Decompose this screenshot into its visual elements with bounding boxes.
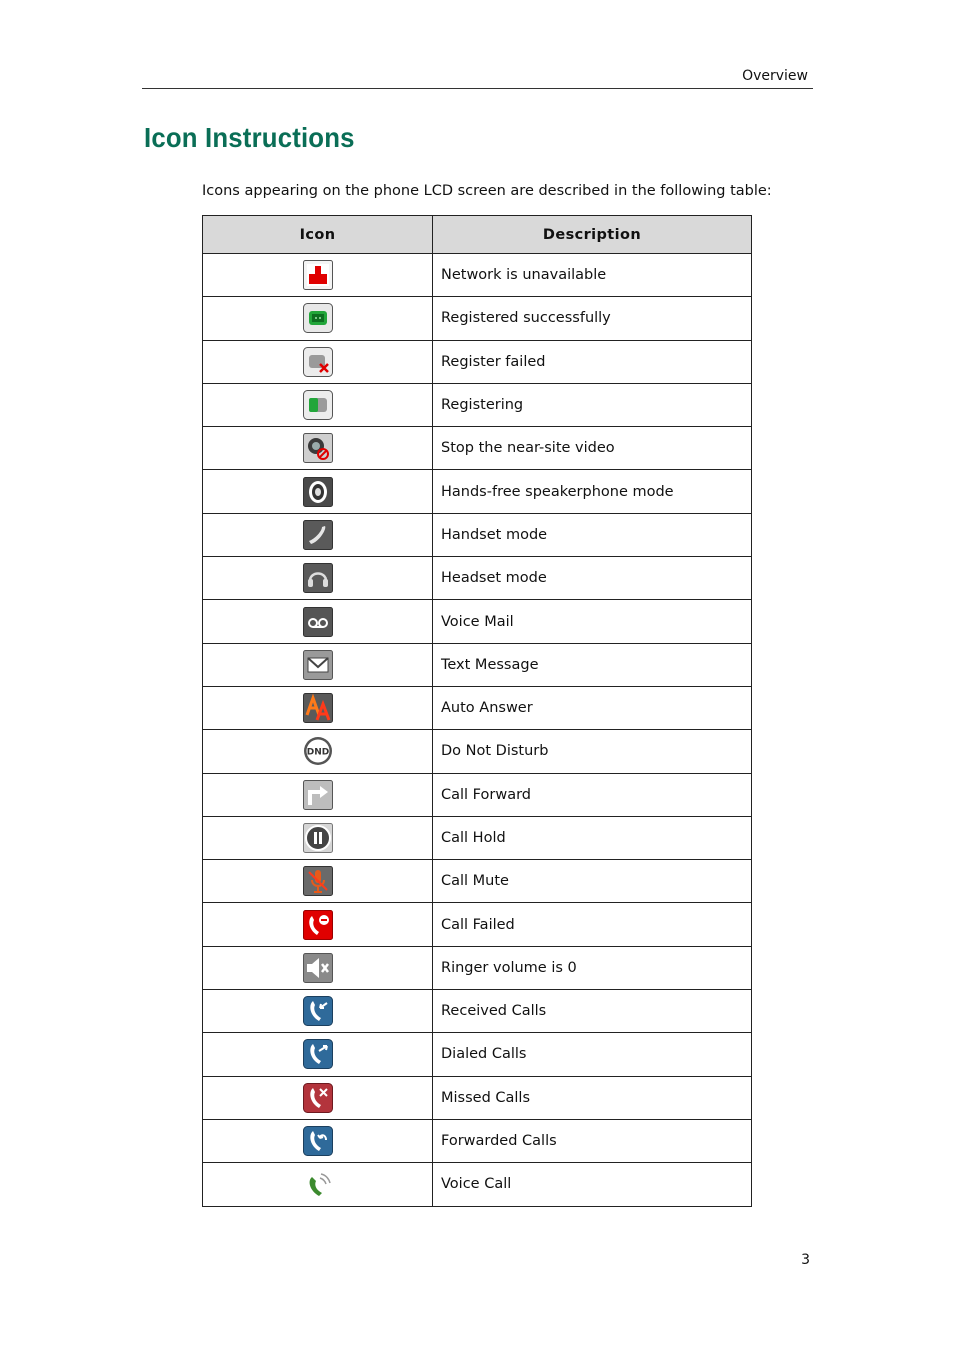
- table-row: [203, 860, 752, 903]
- speakerphone-icon: [303, 477, 333, 507]
- row-description: Stop the near-site video: [433, 427, 752, 470]
- registering-icon: [303, 390, 333, 420]
- row-description: Dialed Calls: [433, 1033, 752, 1076]
- row-description: Call Failed: [433, 903, 752, 946]
- intro-paragraph: Icons appearing on the phone LCD screen are described in the following table:: [202, 183, 772, 199]
- call-mute-icon: [303, 866, 333, 896]
- table-row: [203, 686, 752, 729]
- table-row: [203, 297, 752, 340]
- table-row: [203, 946, 752, 989]
- table-row: [203, 470, 752, 513]
- row-description: Registered successfully: [433, 297, 752, 340]
- table-row: [203, 600, 752, 643]
- missed-calls-icon: [303, 1083, 333, 1113]
- table-row: [203, 557, 752, 600]
- row-description: Register failed: [433, 340, 752, 383]
- stop-video-icon: [303, 433, 333, 463]
- running-header: Overview: [742, 68, 808, 84]
- row-description: Received Calls: [433, 990, 752, 1033]
- call-hold-icon: [303, 823, 333, 853]
- icon-table: [202, 215, 752, 1207]
- page-number: 3: [801, 1252, 810, 1268]
- row-description: Call Hold: [433, 816, 752, 859]
- registered-icon: [303, 303, 333, 333]
- svg-text:DND: DND: [306, 747, 329, 758]
- row-description: Do Not Disturb: [433, 730, 752, 773]
- column-header-description: Description: [433, 216, 752, 254]
- row-description: Hands-free speakerphone mode: [433, 470, 752, 513]
- row-description: Text Message: [433, 643, 752, 686]
- row-description: Voice Mail: [433, 600, 752, 643]
- dialed-calls-icon: [303, 1039, 333, 1069]
- call-failed-icon: [303, 910, 333, 940]
- row-description: Ringer volume is 0: [433, 946, 752, 989]
- row-description: Forwarded Calls: [433, 1119, 752, 1162]
- register-failed-icon: [303, 347, 333, 377]
- row-description: Registering: [433, 383, 752, 426]
- table-row: [203, 340, 752, 383]
- table-row: [203, 903, 752, 946]
- table-row: [203, 816, 752, 859]
- table-row: [203, 1033, 752, 1076]
- table-row: [203, 1076, 752, 1119]
- auto-answer-icon: [303, 693, 333, 723]
- dnd-icon: [303, 736, 333, 766]
- headset-icon: [303, 563, 333, 593]
- voice-mail-icon: [303, 607, 333, 637]
- row-description: Call Forward: [433, 773, 752, 816]
- row-description: Auto Answer: [433, 686, 752, 729]
- table-row: [203, 990, 752, 1033]
- table-row: [203, 730, 752, 773]
- row-description: Headset mode: [433, 557, 752, 600]
- row-description: Call Mute: [433, 860, 752, 903]
- forwarded-calls-icon: [303, 1126, 333, 1156]
- header-rule: [142, 88, 813, 89]
- section-title: Icon Instructions: [144, 122, 355, 153]
- table-row: [203, 383, 752, 426]
- voice-call-icon: [303, 1169, 333, 1199]
- table-row: [203, 1119, 752, 1162]
- row-description: Missed Calls: [433, 1076, 752, 1119]
- text-message-icon: [303, 650, 333, 680]
- table-header-row: [203, 216, 752, 254]
- table-row: [203, 643, 752, 686]
- network-unavailable-icon: [303, 260, 333, 290]
- column-header-icon: Icon: [203, 216, 433, 254]
- table-row: [203, 1163, 752, 1206]
- row-description: Handset mode: [433, 513, 752, 556]
- ringer-muted-icon: [303, 953, 333, 983]
- row-description: Voice Call: [433, 1163, 752, 1206]
- call-forward-icon: [303, 780, 333, 810]
- table-row: [203, 254, 752, 297]
- table-row: [203, 427, 752, 470]
- row-description: Network is unavailable: [433, 254, 752, 297]
- table-row: [203, 773, 752, 816]
- table-row: [203, 513, 752, 556]
- handset-icon: [303, 520, 333, 550]
- received-calls-icon: [303, 996, 333, 1026]
